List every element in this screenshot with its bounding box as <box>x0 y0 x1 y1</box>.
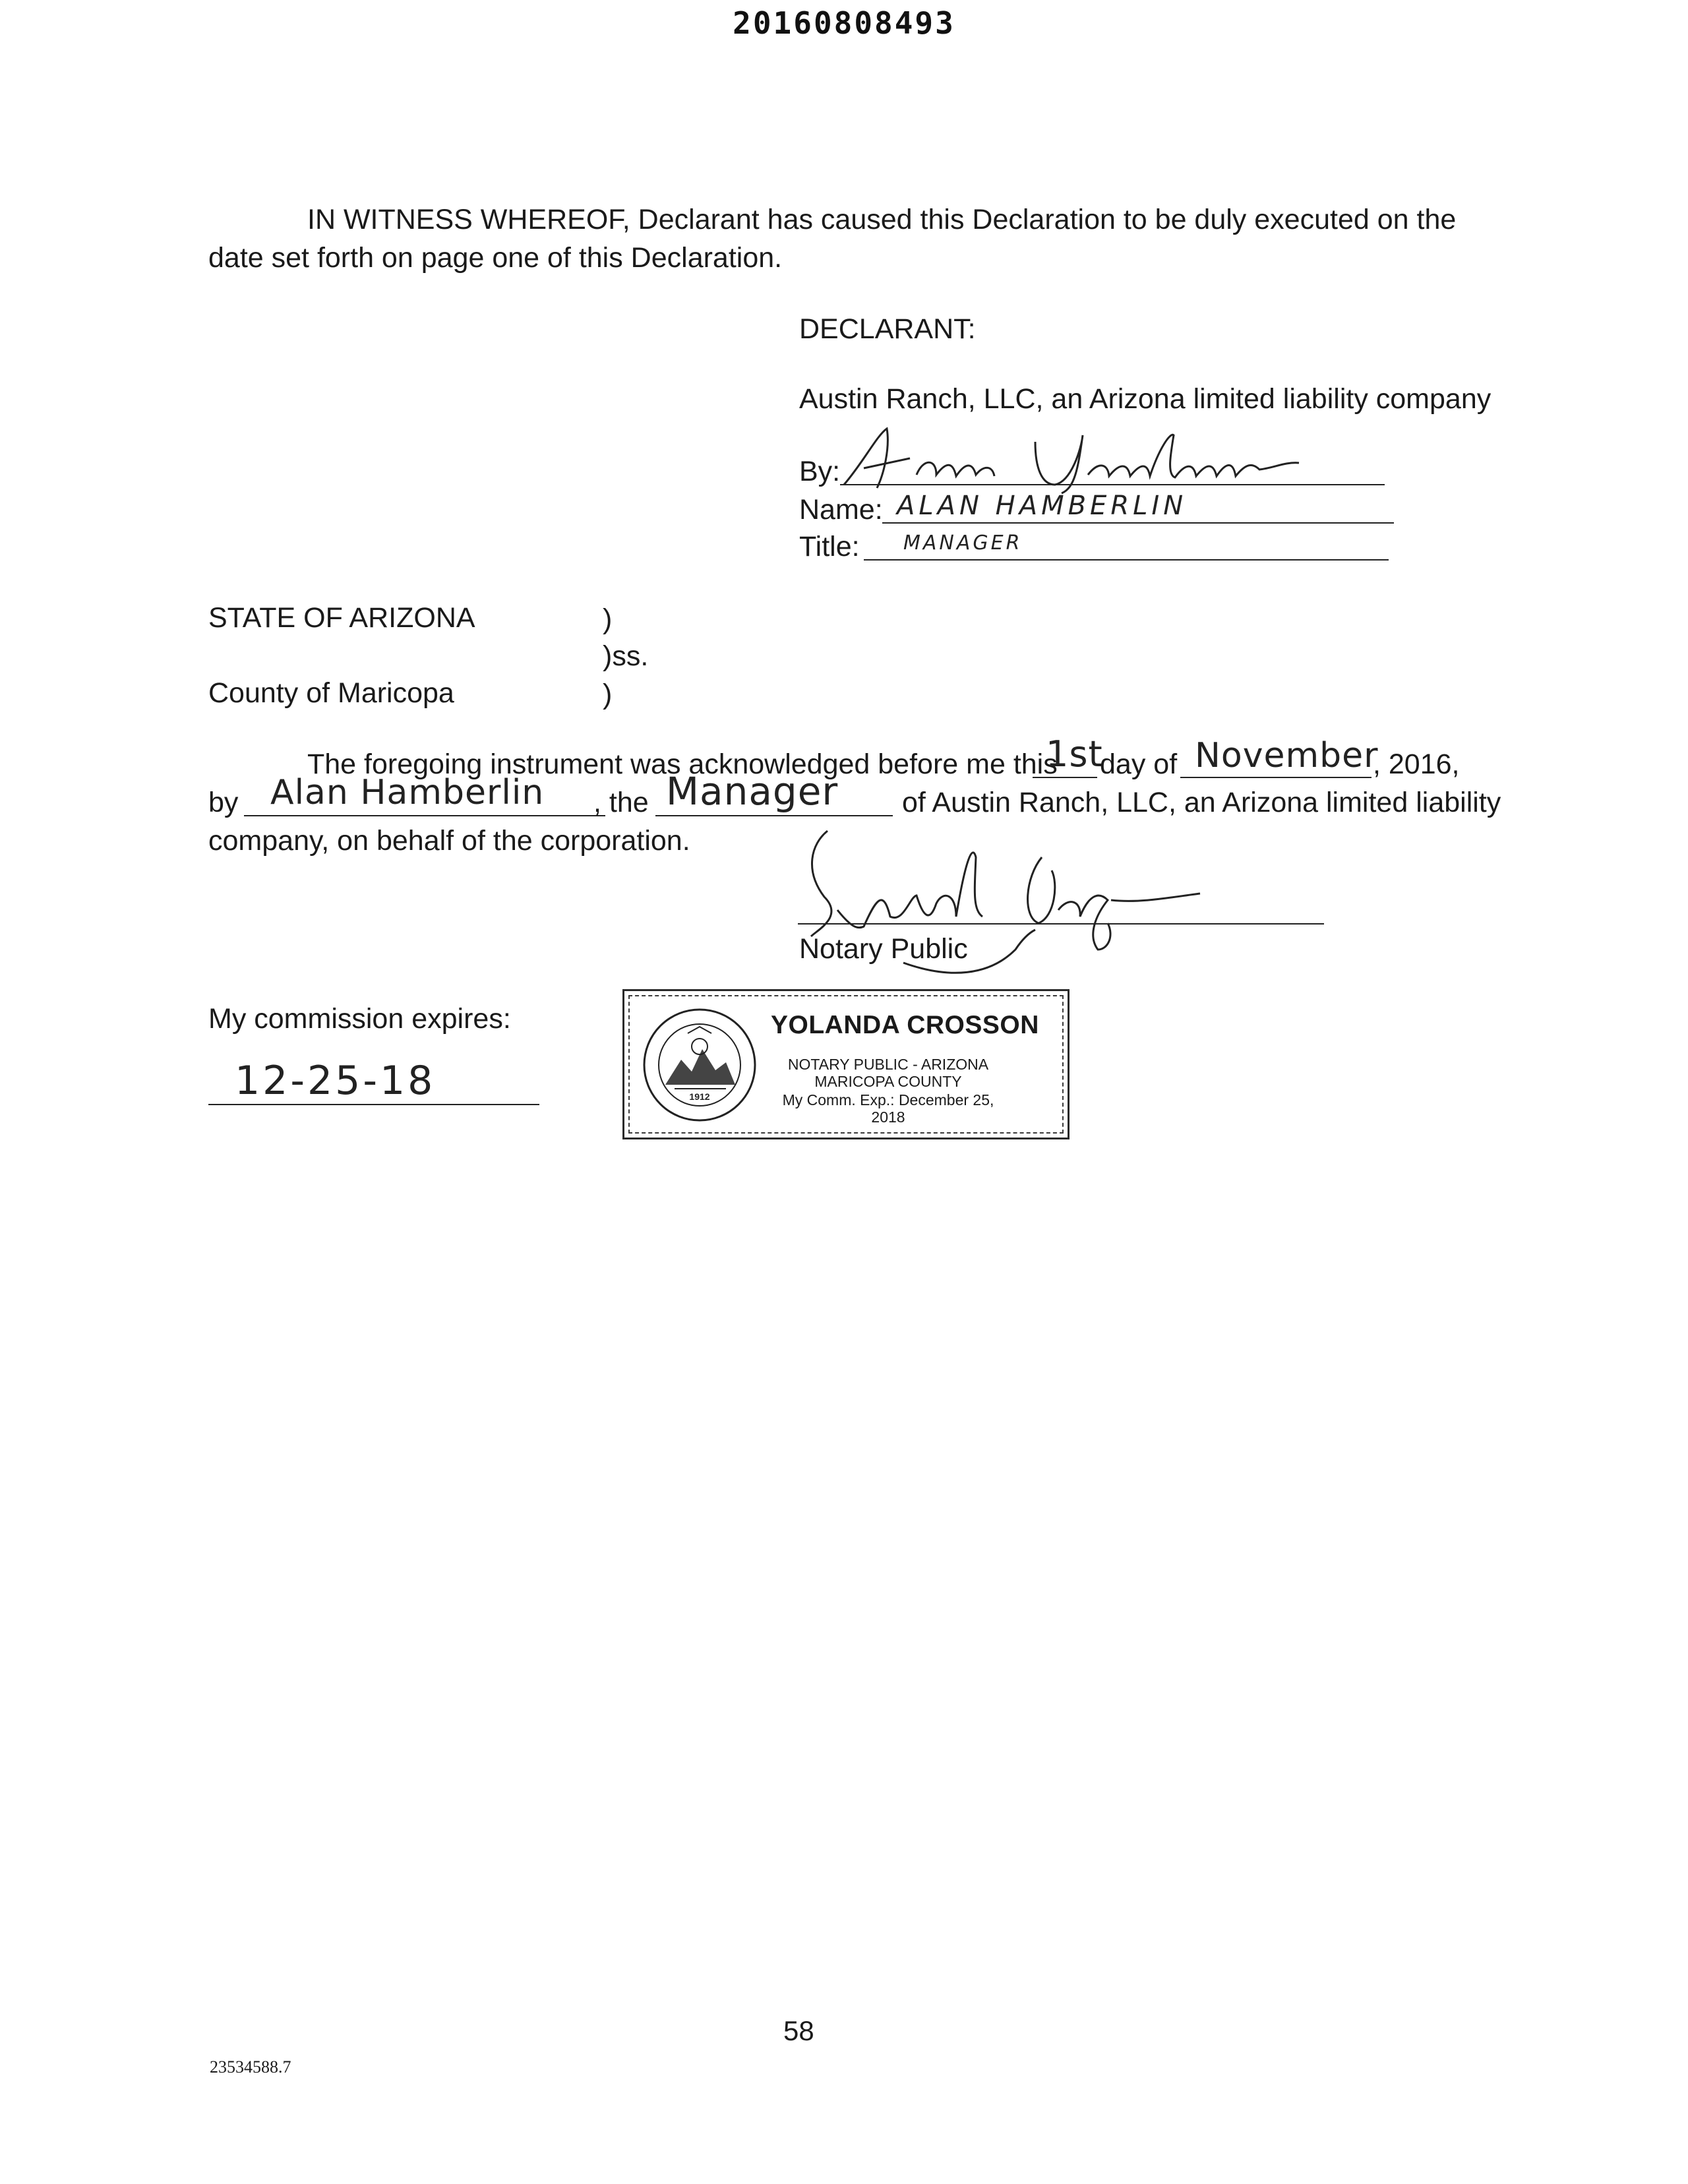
declarant-name-value: ALAN HAMBERLIN <box>897 491 1188 521</box>
seal-year: 1912 <box>689 1091 710 1102</box>
notary-stamp <box>622 989 1070 1139</box>
title-label: Title: <box>799 531 860 562</box>
by-label: By: <box>799 456 841 487</box>
recording-number: 20160808493 <box>733 5 955 41</box>
ack-part3: , 2016, <box>1373 748 1460 780</box>
declarant-heading: DECLARANT: <box>799 313 976 345</box>
declarant-title-value: MANAGER <box>903 531 1023 555</box>
notary-public-label: Notary Public <box>799 933 968 965</box>
venue-state: STATE OF ARIZONA <box>208 602 475 634</box>
witness-paragraph <box>208 200 1494 277</box>
stamp-notary-name: YOLANDA CROSSON <box>771 1011 1039 1039</box>
venue-paren-1: ) <box>603 603 613 635</box>
ack-by-label: by <box>208 787 239 818</box>
stamp-line-1: NOTARY PUBLIC - ARIZONA <box>787 1056 989 1073</box>
ack-part6: company, on behalf of the corporation. <box>208 825 690 857</box>
commission-label: My commission expires: <box>208 1003 511 1035</box>
page-number: 58 <box>783 2015 814 2046</box>
ack-signer-value: Alan Hamberlin <box>270 773 545 812</box>
ack-part5: of Austin Ranch, LLC, an Arizona limited liability <box>902 787 1501 818</box>
ack-role-value: Manager <box>666 769 839 814</box>
commission-value: 12-25-18 <box>235 1058 436 1104</box>
name-line <box>882 522 1394 524</box>
document-id: 23534588.7 <box>210 2057 291 2077</box>
stamp-line-2: MARICOPA COUNTY <box>814 1073 962 1090</box>
notary-signature-line <box>798 923 1324 925</box>
venue-county: County of Maricopa <box>208 677 454 709</box>
ack-day-value: 1st <box>1046 733 1103 775</box>
ack-part1: The foregoing instrument was acknowledged before me this <box>307 748 1058 780</box>
ack-role-line <box>655 815 893 816</box>
ack-signer-line <box>244 815 605 816</box>
ack-day-line <box>1033 777 1097 778</box>
ack-part4: , the <box>593 787 649 818</box>
venue-ss: )ss. <box>603 640 649 672</box>
ack-month-line <box>1180 777 1372 778</box>
venue-paren-2: ) <box>603 679 613 710</box>
ack-part2: day of <box>1100 748 1178 780</box>
title-line <box>864 559 1389 561</box>
commission-line <box>208 1104 539 1105</box>
arizona-seal-icon <box>642 1007 758 1126</box>
stamp-line-3: My Comm. Exp.: December 25, 2018 <box>782 1091 994 1126</box>
name-label: Name: <box>799 494 883 526</box>
ack-month-value: November <box>1195 736 1379 775</box>
witness-text: IN WITNESS WHEREOF, Declarant has caused this Declaration to be duly executed on the date set forth on page one of this Declaration. <box>208 204 1457 274</box>
declarant-signature <box>837 422 1339 498</box>
declarant-company: Austin Ranch, LLC, an Arizona limited liability company <box>799 383 1492 415</box>
